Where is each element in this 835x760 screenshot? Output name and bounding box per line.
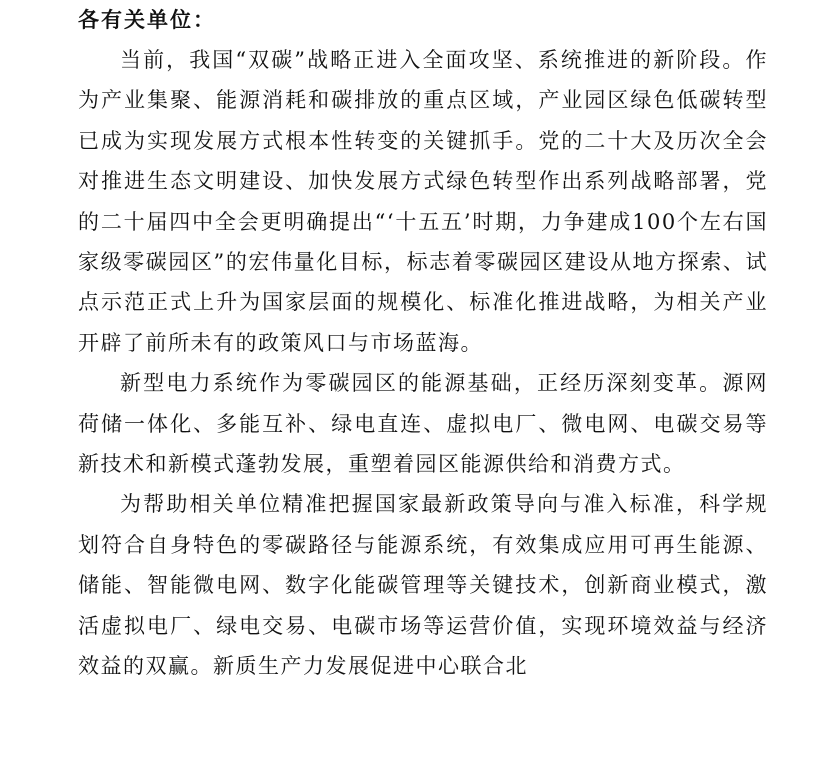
document-body (78, 0, 768, 687)
salutation: 各有关单位： (78, 8, 216, 32)
paragraph-purpose: 为帮助相关单位精准把握国家最新政策导向与准入标准，科学规划符合自身特色的零碳路径与能源系统，有效集成应用可再生能源、储能、智能微电网、数字化能碳管理等关键技术，创新商业模式，激活虚拟电厂、绿电交易、电碳市场等运营价值，实现环境效益与经济效益的双赢。新质生产力发展促进中心联合北 (78, 492, 768, 679)
paragraph-intro: 当前，我国“双碳”战略正进入全面攻坚、系统推进的新阶段。作为产业集聚、能源消耗和碳排放的重点区域，产业园区绿色低碳转型已成为实现发展方式根本性转变的关键抓手。党的二十大及历次全会对推进生态文明建设、加快发展方式绿色转型作出系列战略部署，党的二十届四中全会更明确提出“‘十五五’时期，力争建成100个左右国家级零碳园区”的宏伟量化目标，标志着零碳园区建设从地方探索、试点示范正式上升为国家层面的规模化、标准化推进战略，为相关产业开辟了前所未有的政策风口与市场蓝海。 (78, 48, 768, 355)
paragraph-power-system: 新型电力系统作为零碳园区的能源基础，正经历深刻变革。源网荷储一体化、多能互补、绿电直连、虚拟电厂、微电网、电碳交易等新技术和新模式蓬勃发展，重塑着园区能源供给和消费方式。 (78, 371, 768, 477)
